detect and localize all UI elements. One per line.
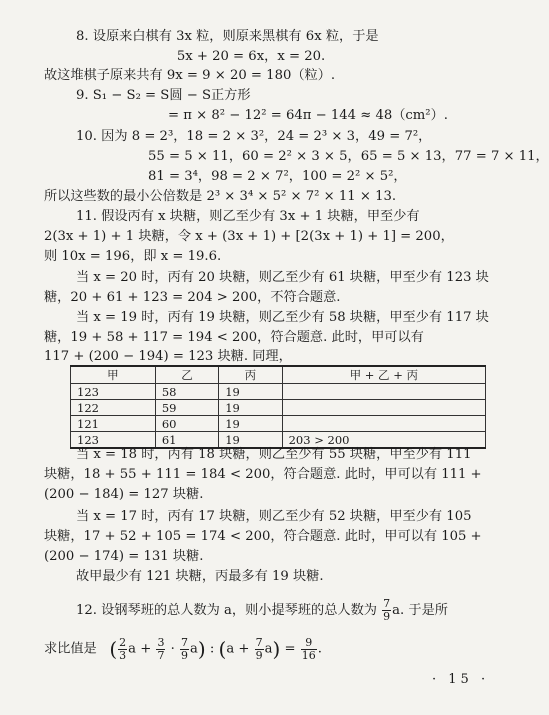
p11-line6: 当 x = 19 时，丙有 19 块糖，则乙至少有 58 块糖，甲至少有 117 块 (76, 310, 489, 325)
p11-line14: (200 − 174) = 131 块糖. (44, 549, 204, 564)
fraction-7-9b (180, 637, 189, 662)
p12-label: 求比值是 (44, 641, 97, 657)
table-cell: 19 (219, 384, 282, 400)
table-row (71, 384, 486, 400)
denominator: 16 (301, 648, 316, 662)
numerator: 3 (157, 635, 165, 649)
p11-line9: 当 x = 18 时，丙有 18 块糖，则乙至少有 55 块糖，甲至少有 111 (76, 447, 472, 462)
table-row (71, 400, 486, 416)
p10-line1: 10. 因为 8 = 2³，18 = 2 × 3²，24 = 2³ × 3，49 = 7²， (76, 129, 432, 144)
denominator: 7 (157, 648, 165, 662)
p11-line4: 当 x = 20 时，丙有 20 块糖，则乙至少有 61 块糖，甲至少有 123 块 (76, 270, 489, 285)
p11-line11: (200 − 184) = 127 块糖. (44, 487, 204, 502)
table-cell: 60 (155, 416, 218, 432)
table-cell: 61 (155, 432, 218, 449)
table-cell: 19 (219, 400, 282, 416)
table-header-cell: 甲 + 乙 + 丙 (282, 366, 485, 384)
p10-line2: 55 = 5 × 11，60 = 2² × 3 × 5，65 = 5 × 13，77 = 7 × 11， (148, 149, 549, 164)
table-cell: 19 (219, 432, 282, 449)
table-cell: 123 (71, 384, 156, 400)
numerator: 9 (301, 637, 317, 650)
p8-line1: 8. 设原来白棋有 3x 粒，则原来黑棋有 6x 粒，于是 (76, 29, 379, 44)
p11-conclusion: 故甲最少有 121 块糖，丙最多有 19 块糖. (76, 569, 324, 584)
p8-line3: 故这堆棋子原来共有 9x = 9 × 20 = 180（粒）. (44, 68, 336, 83)
page-number: · 15 · (432, 672, 490, 687)
p12-ratio-line: 求比值是 ( $\frac{2}{3}$ a + $\frac{3}{7}$ · $\frac{7}{9}$ a) : (a + $\frac{7}{9}$ a) = $\frac{9}{16}$ . (44, 635, 322, 662)
denominator: 9 (383, 610, 391, 623)
p11-line12: 当 x = 17 时，丙有 17 块糖，则乙至少有 52 块糖，甲至少有 105 (76, 509, 472, 524)
table-cell (282, 400, 485, 416)
fraction-9-16 (301, 637, 317, 662)
candy-table (70, 365, 486, 449)
numerator: 2 (119, 635, 127, 649)
fraction-3-7 (156, 637, 165, 662)
p10-line3: 81 = 3⁴，98 = 2 × 7²，100 = 2² × 5²， (148, 169, 407, 184)
p10-line4: 所以这些数的最小公倍数是 2³ × 3⁴ × 5² × 7² × 11 × 13. (44, 189, 397, 204)
denominator: 9 (181, 648, 189, 662)
table-cell: 59 (155, 400, 218, 416)
table-cell: 58 (155, 384, 218, 400)
table-header-cell: 乙 (155, 366, 218, 384)
table-header-row (71, 366, 486, 384)
denominator: 9 (255, 648, 263, 662)
table-cell (282, 416, 485, 432)
p11-line2: 2(3x + 1) + 1 块糖，令 x + (3x + 1) + [2(3x + 1) + 1] = 200， (44, 229, 454, 244)
numerator: 7 (255, 635, 263, 649)
p9-line2: = π × 8² − 12² = 64π − 144 ≈ 48（cm²）. (168, 108, 448, 123)
table-cell: 203 > 200 (282, 432, 485, 449)
table-cell (282, 384, 485, 400)
p11-line5: 糖，20 + 61 + 123 = 204 > 200，不符合题意. (44, 290, 341, 305)
fraction-7-9c (255, 637, 264, 662)
table-cell: 19 (219, 416, 282, 432)
table-cell: 123 (71, 432, 156, 449)
p11-line7: 糖，19 + 58 + 117 = 194 < 200，符合题意. 此时，甲可以有 (44, 330, 424, 345)
table-header-cell: 丙 (219, 366, 282, 384)
table-header-cell: 甲 (71, 366, 156, 384)
p12-line1 (76, 598, 448, 623)
numerator: 7 (383, 597, 391, 610)
denominator: 3 (119, 648, 127, 662)
p8-equation: 5x + 20 = 6x，x = 20. (176, 49, 326, 64)
fraction-2-3 (118, 637, 127, 662)
p9-line1: 9. S₁ − S₂ = S圆 − S正方形 (76, 88, 251, 103)
p12-text-a: 12. 设钢琴班的总人数为 a，则小提琴班的总人数为 (76, 603, 377, 618)
p11-line10: 块糖，18 + 55 + 111 = 184 < 200，符合题意. 此时，甲可以有 111 + (44, 467, 482, 482)
table-cell: 121 (71, 416, 156, 432)
p11-line3: 则 10x = 196，即 x = 19.6. (44, 249, 222, 264)
fraction-7-9 (382, 598, 391, 623)
p11-line8: 117 + (200 − 194) = 123 块糖. 同理， (44, 349, 292, 364)
p12-text-b: a. 于是所 (392, 603, 448, 618)
numerator: 7 (181, 635, 189, 649)
table-cell: 122 (71, 400, 156, 416)
p11-line13: 块糖，17 + 52 + 105 = 174 < 200，符合题意. 此时，甲可以有 105 + (44, 529, 482, 544)
p11-line1: 11. 假设丙有 x 块糖，则乙至少有 3x + 1 块糖，甲至少有 (76, 209, 420, 224)
table-row (71, 416, 486, 432)
